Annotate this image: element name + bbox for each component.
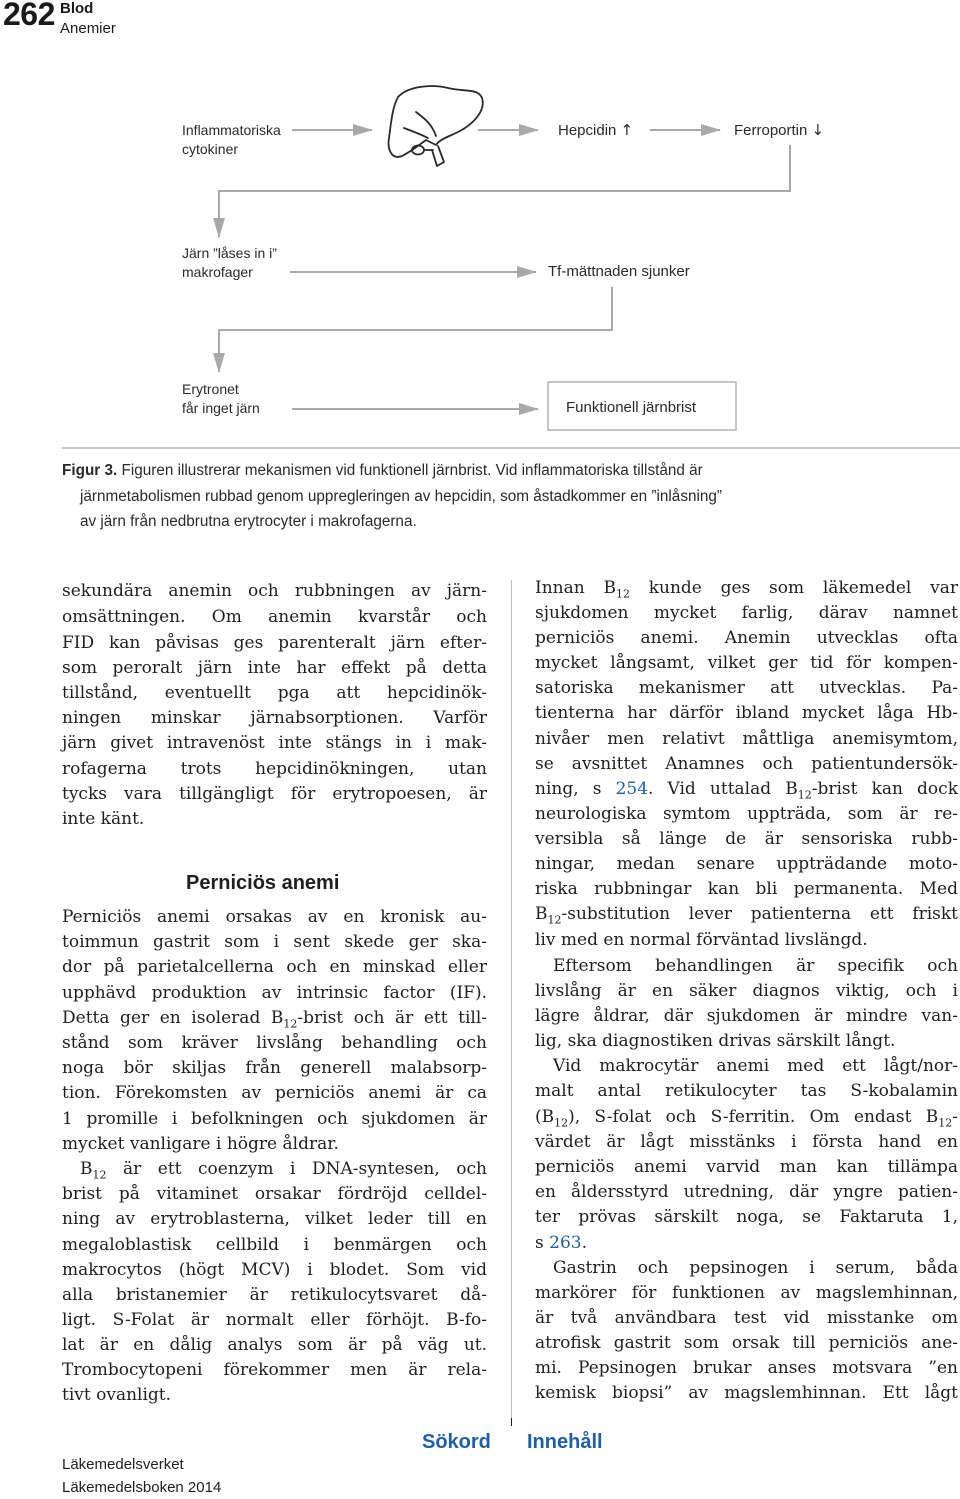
col1-line: upphävd produktion av intrinsic factor (IF). <box>62 983 487 1003</box>
node-inflammatory-cytokines <box>182 121 281 159</box>
col1-line: megaloblastisk cellbild i benmärgen och <box>62 1235 487 1255</box>
col2-line: lig, ska diagnostiken drivas särskilt långt. <box>535 1031 896 1051</box>
col1-p3-post: är ett coenzym i DNA-syntesen, och <box>106 1159 487 1179</box>
node-iron-locked <box>182 244 277 282</box>
col2-line: Gastrin och pepsinogen i serum, båda <box>553 1258 958 1278</box>
figure-caption-line-3: av järn från nedbrutna erytrocyter i makrofagerna. <box>80 513 417 530</box>
col1-line: ligt. S-Folat är normalt eller förhöjt. B-fo- <box>62 1310 487 1330</box>
node-erythron-line1: Erytronet <box>182 381 239 397</box>
figure-caption-line-1 <box>62 462 703 480</box>
col1-line: mycket vanligare i högre åldrar. <box>62 1134 339 1154</box>
node-inflammatory-line2: cytokiner <box>182 141 239 157</box>
col2-l1-post: kunde ges som läkemedel var <box>629 578 958 598</box>
col2-line: versibla så länge de är sensoriska rubb- <box>535 829 958 849</box>
section-heading-pernicious-anemia: Perniciös anemi <box>186 872 340 894</box>
col2-line: liv med en normal förväntad livslängd. <box>535 930 868 950</box>
node-ferroportin <box>734 121 824 139</box>
col2-l22-post: - <box>952 1107 958 1127</box>
col1-line <box>62 1005 487 1031</box>
down-arrow-icon: ↓ <box>811 121 825 139</box>
col1-line: stånd som kräver livslång behandling och <box>62 1033 487 1053</box>
col1-line: dor på parietalcellerna och en minskad eller <box>62 957 487 977</box>
col2-line: malt antal retikulocyter tas S-kobalamin <box>535 1081 958 1101</box>
page-link-263[interactable]: 263 <box>549 1233 582 1253</box>
col1-b12-pre: Detta ger en isolerad B <box>62 1008 284 1028</box>
col2-l22-sub: 12 <box>554 1116 569 1130</box>
col2-l1-pre: Innan B <box>535 578 616 598</box>
connector-tf-down <box>219 287 612 372</box>
node-erythron <box>182 380 260 418</box>
column-divider-end <box>511 1418 512 1426</box>
col2-line: Vid makrocytär anemi med ett lågt/nor- <box>553 1056 958 1076</box>
col1-line: alla bristanemier är retikulocytsvaret då- <box>62 1285 487 1305</box>
col2-l14-sub: 12 <box>547 913 562 927</box>
col2-line <box>535 1230 958 1256</box>
subsection-title: Anemier <box>60 20 116 37</box>
col1-line: lat är en dålig analys som är på väg ut. <box>62 1335 487 1355</box>
figure-caption-text-1: Figuren illustrerar mekanismen vid funktionell järnbrist. Vid inflammatoriska tillstånd är <box>121 462 703 479</box>
col2-line: nivåer men relativt måttliga anemisymtom, <box>535 729 958 749</box>
node-iron-locked-line1: Järn ”låses in i” <box>182 245 277 261</box>
col1-line: toimmun gastrit som i sent skede ger ska- <box>62 932 487 952</box>
col2-l14-pre: B <box>535 904 548 924</box>
node-ferroportin-label: Ferroportin <box>734 122 808 139</box>
col1-line: Trombocytopeni förekommer men är rela- <box>62 1360 487 1380</box>
col1-line: makrocytos (högt MCV) i blodet. Som vid <box>62 1260 487 1280</box>
col2-line: se avsnittet Anamnes och patientundersök- <box>535 754 958 774</box>
col1-line: omsättningen. Om anemin kvarstår och <box>62 607 487 627</box>
col2-line: livslång är en säker diagnos viktig, och i <box>535 981 958 1001</box>
col2-line <box>535 1104 958 1130</box>
publisher-name: Läkemedelsverket <box>62 1456 184 1473</box>
col1-line: ningen minskar järnabsorptionen. Varför <box>62 708 487 728</box>
col2-l9-mid: . Vid uttalad B <box>648 779 798 799</box>
col1-line: brist på vitaminet orsakar fördröjd celldel- <box>62 1184 487 1204</box>
col2-line: ter prövas särskilt noga, se Faktaruta 1, <box>535 1207 958 1227</box>
col1-line: inte känt. <box>62 809 145 829</box>
node-iron-locked-line2: makrofager <box>182 264 253 280</box>
col2-line: markörer för funktionen av magslemhinnan, <box>535 1283 958 1303</box>
col2-line: kemisk biopsi” av magslemhinnan. Ett lågt <box>535 1383 958 1403</box>
figure-caption-line-2: järnmetabolismen rubbad genom uppregleringen av hepcidin, som åstadkommer en ”inlåsning” <box>80 488 722 505</box>
col1-p3-sub: 12 <box>92 1168 107 1182</box>
col2-l27-post: . <box>581 1233 587 1253</box>
section-title: Blod <box>60 0 94 17</box>
node-erythron-line2: får inget järn <box>182 400 260 416</box>
column-divider <box>511 580 512 1424</box>
table-of-contents-link[interactable]: Innehåll <box>527 1431 603 1453</box>
col1-line: noga bör skiljas från generell malabsorp- <box>62 1058 487 1078</box>
col2-l22-sub2: 12 <box>938 1116 953 1130</box>
col2-line: ningar, medan senare uppträdande moto- <box>535 854 958 874</box>
col2-line: perniciös anemi. Anemin utvecklas ofta <box>535 628 958 648</box>
col2-line: är två användbara test vid misstanke om <box>535 1308 958 1328</box>
col1-line: sekundära anemin och rubbningen av järn- <box>62 581 487 601</box>
col1-b12-post: -brist och är ett till- <box>297 1008 487 1028</box>
node-functional-deficiency: Funktionell järnbrist <box>566 399 697 416</box>
col1-line: ning av erytroblasterna, vilket leder till en <box>62 1209 487 1229</box>
connector-ferroportin-down <box>219 145 790 237</box>
col2-line: atrofisk gastrit som orsak till perniciös ane- <box>535 1333 958 1353</box>
col2-line: sjukdomen mycket farlig, därav namnet <box>535 603 958 623</box>
col2-l9-sub: 12 <box>797 788 812 802</box>
col2-line: mycket långsamt, vilket ger tid för kompen- <box>535 653 958 673</box>
col2-line: mi. Pepsinogen brukar anses motsvara ”en <box>535 1358 958 1378</box>
col2-line: lägre åldrar, där sjukdomen är mindre van- <box>535 1006 958 1026</box>
col2-line: neurologiska symtom uppträda, som är re- <box>535 804 958 824</box>
col2-l9-pre: ning, s <box>535 779 616 799</box>
col2-l14-post: -substitution lever patienterna ett friskt <box>561 904 958 924</box>
col2-line: satoriska mekanismer att utvecklas. Pa- <box>535 678 958 698</box>
col2-line: Eftersom behandlingen är specifik och <box>553 956 958 976</box>
col2-line <box>535 575 958 601</box>
col2-line <box>535 901 958 927</box>
node-hepcidin-label: Hepcidin <box>558 122 617 139</box>
col1-line: rofagerna trots hepcidinökningen, utan <box>62 759 487 779</box>
col1-p3-pre: B <box>80 1159 93 1179</box>
col1-line: FID kan påvisas ges parenteralt järn efter- <box>62 633 487 653</box>
col2-line: tienterna har därför ibland mycket låga Hb- <box>535 703 958 723</box>
col2-line <box>535 776 958 802</box>
search-index-link[interactable]: Sökord <box>422 1431 491 1453</box>
col1-line: järn givet intravenöst inte stängs in i mak- <box>62 733 487 753</box>
up-arrow-icon: ↑ <box>620 121 634 139</box>
col2-line: värdet är lågt misstänks i första hand en <box>535 1132 958 1152</box>
col1-b12-sub: 12 <box>283 1017 298 1031</box>
col1-line: 1 promille i befolkningen och sjukdomen är <box>62 1109 487 1129</box>
col2-l1-sub: 12 <box>615 587 630 601</box>
col2-l22-mid: ), S-folat och S-ferritin. Om endast B <box>568 1107 939 1127</box>
page-number: 262 <box>3 0 55 32</box>
col1-line: tion. Förekomsten av perniciös anemi är ca <box>62 1083 487 1103</box>
col2-line: riska rubbningar kan bli permanenta. Med <box>535 879 958 899</box>
col2-l22-pre: (B <box>535 1107 555 1127</box>
col1-line <box>62 1156 487 1182</box>
figure-diagram <box>0 0 960 445</box>
col2-line: en åldersstyrd utredning, där yngre patien- <box>535 1182 958 1202</box>
col1-line: som peroralt järn inte har effekt på detta <box>62 658 487 678</box>
col2-l27-pre: s <box>535 1233 550 1253</box>
node-tf-saturation: Tf-mättnaden sjunker <box>548 263 690 280</box>
liver-icon <box>389 86 483 166</box>
book-title: Läkemedelsboken 2014 <box>62 1479 222 1496</box>
col2-l9-post: -brist kan dock <box>811 779 958 799</box>
col1-line: tivt ovanligt. <box>62 1385 172 1405</box>
col2-line: perniciös anemi varvid man kan tillämpa <box>535 1157 958 1177</box>
node-inflammatory-line1: Inflammatoriska <box>182 122 281 138</box>
figure-caption-label: Figur 3. <box>62 462 118 479</box>
node-hepcidin <box>558 121 633 139</box>
col1-line: tillstånd, eventuellt pga att hepcidinök- <box>62 683 487 703</box>
figure-divider <box>62 447 960 449</box>
col1-line: Perniciös anemi orsakas av en kronisk au- <box>62 907 487 927</box>
col1-line: tycks vara tillgängligt för erytropoesen, är <box>62 784 487 804</box>
page-link-254[interactable]: 254 <box>615 779 649 799</box>
